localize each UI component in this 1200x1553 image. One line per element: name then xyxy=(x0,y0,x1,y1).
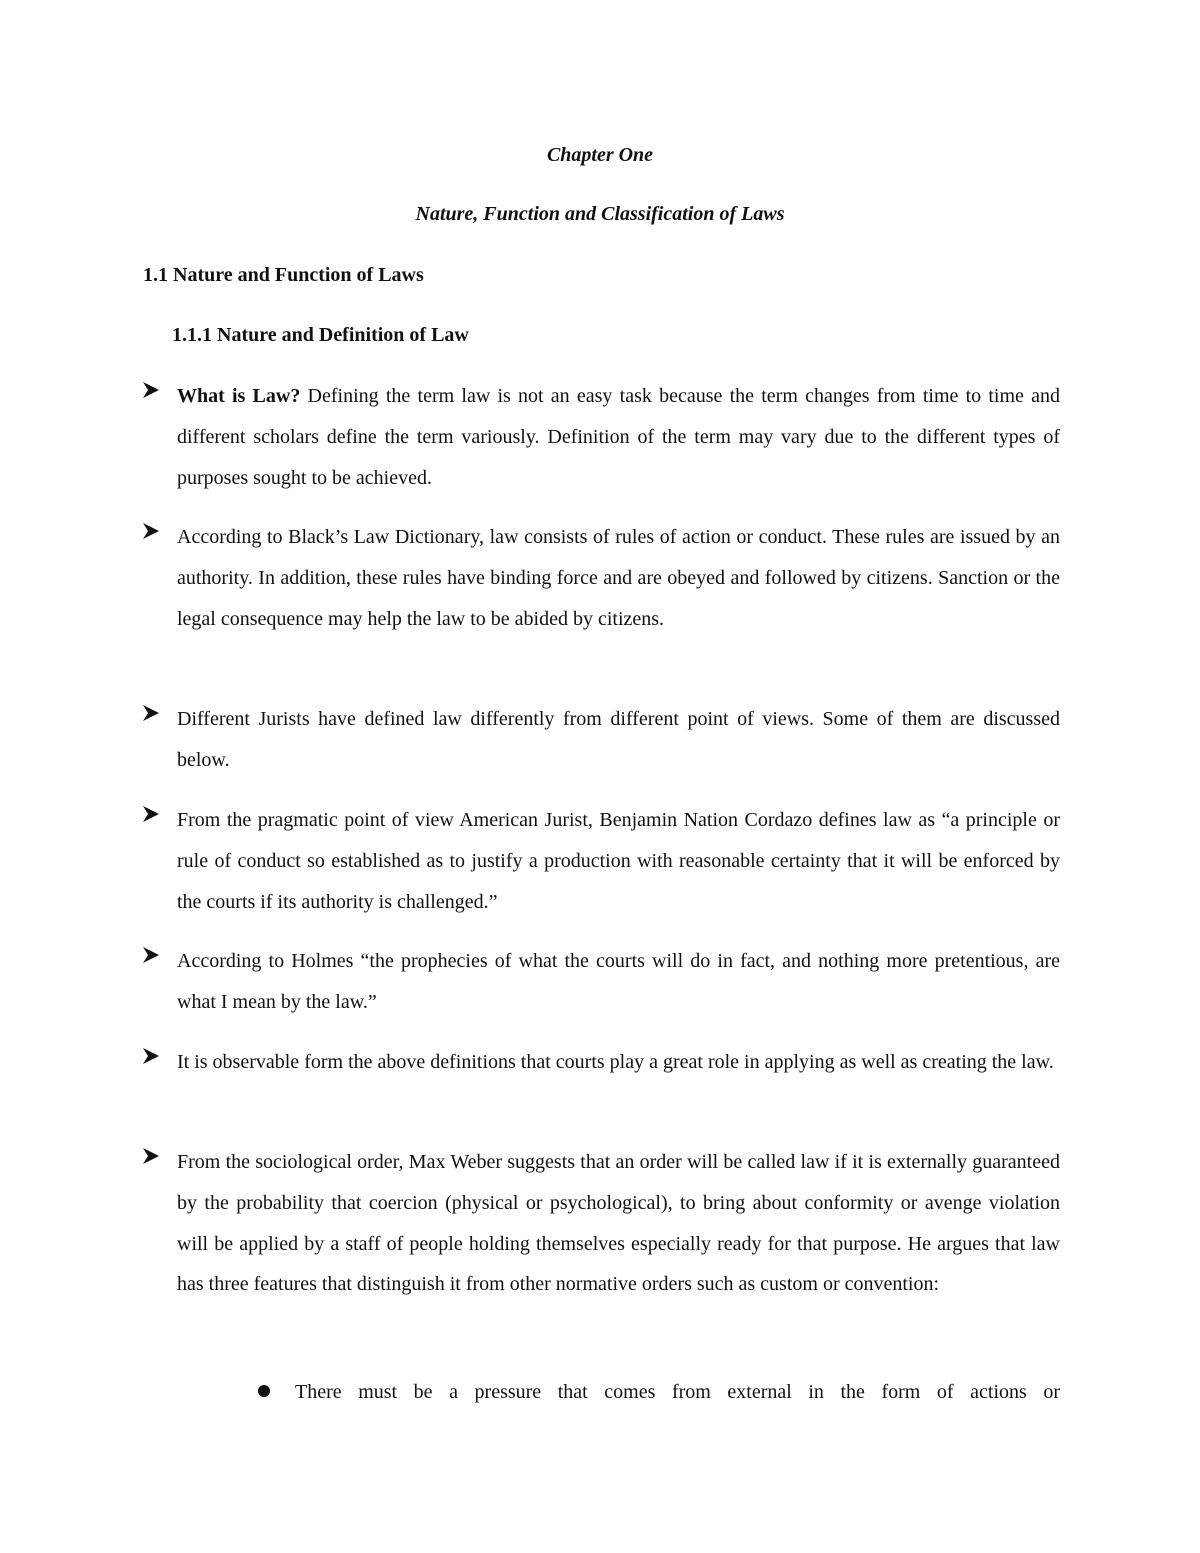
list-item xyxy=(140,1042,1060,1083)
arrow-bullet-icon xyxy=(140,1045,162,1067)
round-bullet-icon xyxy=(258,1385,270,1397)
subsection-heading: 1.1.1 Nature and Definition of Law xyxy=(172,324,469,346)
list-item xyxy=(140,800,1060,922)
bullet-text: What is Law? Defining the term law is not an easy task because the term changes from time to time and different scholars define the term variously. Definition of the term may vary due to the different types of purposes sought to be achieved. xyxy=(177,385,1061,489)
bullet-lead: What is Law? xyxy=(177,385,301,407)
chapter-title: Chapter One xyxy=(546,144,654,166)
arrow-bullet-icon xyxy=(140,702,162,724)
arrow-bullet-icon xyxy=(140,379,162,401)
arrow-bullet-icon xyxy=(140,944,162,966)
bullet-text: Different Jurists have defined law differently from different point of views. Some of them are discussed below. xyxy=(177,708,1060,771)
list-item xyxy=(140,699,1060,781)
chapter-subtitle: Nature, Function and Classification of Laws xyxy=(415,203,785,225)
sub-list-item xyxy=(258,1372,1060,1413)
list-item xyxy=(140,1142,1060,1305)
bullet-text: According to Holmes “the prophecies of what the courts will do in fact, and nothing more pretentious, are what I mean by the law.” xyxy=(177,950,1060,1013)
list-item xyxy=(140,941,1060,1023)
bullet-text: From the sociological order, Max Weber suggests that an order will be called law if it is externally guaranteed by the probability that coercion (physical or psychological), to bring about conformity or avenge violation will be applied by a staff of people holding themselves especially ready for that purpose. He argues that law has three features that distinguish it from other normative orders such as custom or convention: xyxy=(177,1151,1060,1296)
bullet-text: From the pragmatic point of view American Jurist, Benjamin Nation Cordazo defines law as “a principle or rule of conduct so established as to justify a production with reasonable certainty that it will be enforced by the courts if its authority is challenged.” xyxy=(177,809,1060,913)
bullet-text: According to Black’s Law Dictionary, law consists of rules of action or conduct. These rules are issued by an authority. In addition, these rules have binding force and are obeyed and followed by citizens. Sanction or the legal consequence may help the law to be abided by citizens. xyxy=(177,526,1060,630)
arrow-bullet-icon xyxy=(140,1145,162,1167)
section-heading: 1.1 Nature and Function of Laws xyxy=(143,264,424,286)
arrow-bullet-icon xyxy=(140,803,162,825)
list-item xyxy=(140,376,1060,498)
bullet-text: It is observable form the above definitions that courts play a great role in applying as well as creating the law. xyxy=(177,1051,1054,1073)
list-item xyxy=(140,517,1060,639)
arrow-bullet-icon xyxy=(140,520,162,542)
sub-bullet-text: There must be a pressure that comes from external in the form of actions or xyxy=(295,1381,1060,1403)
